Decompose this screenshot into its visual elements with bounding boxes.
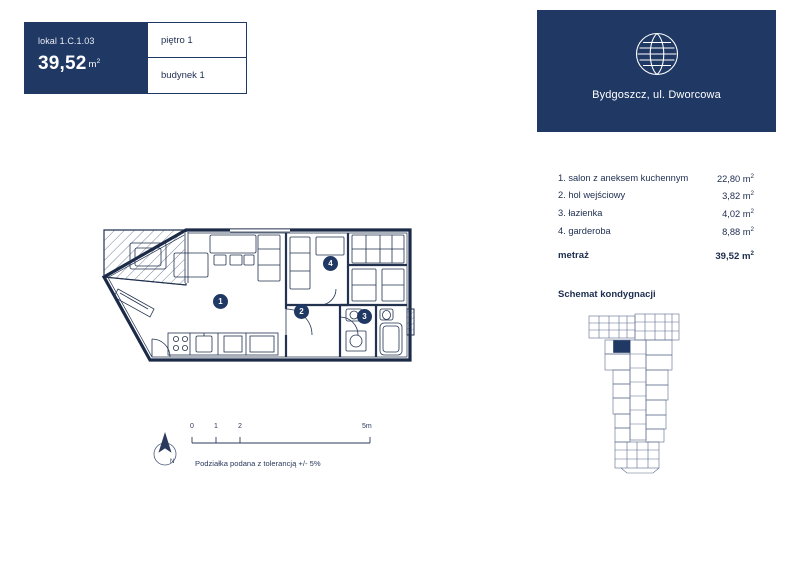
room-marker-1: 1 [213, 294, 228, 309]
room-label: 1. salon z aneksem kuchennym [558, 172, 689, 183]
unit-badge-main [24, 22, 147, 94]
floor-label: piętro 1 [161, 34, 193, 46]
striped-sphere-logo-icon [634, 31, 680, 77]
room-marker-2: 2 [294, 304, 309, 319]
scale-tick-1: 1 [214, 423, 218, 430]
room-label: 2. hol wejściowy [558, 190, 626, 201]
room-area: 3,82 $m^2$ [722, 190, 754, 202]
scale-bar [190, 425, 380, 451]
building-cell [147, 58, 247, 94]
unit-badge-side [147, 22, 247, 94]
room-row [558, 188, 754, 206]
scale-tick-2: 2 [238, 423, 242, 430]
room-area: 4,02 $m^2$ [722, 208, 754, 220]
room-list [558, 170, 754, 262]
scale-tolerance-note: Podziałka podana z tolerancją +/- 5% [195, 459, 321, 468]
room-label: 3. łazienka [558, 208, 603, 219]
apartment-floorplan [90, 205, 430, 390]
compass-north-icon [150, 430, 180, 468]
floor-cell [147, 22, 247, 58]
total-row [558, 250, 754, 262]
floor-scheme-title: Schemat kondygnacji [558, 289, 656, 300]
unit-code: lokal 1.C.1.03 [38, 36, 95, 46]
unit-badge [24, 22, 247, 94]
room-row [558, 224, 754, 242]
room-area: 8,88 $m^2$ [722, 226, 754, 238]
total-area: 39,52 $m^2$ [715, 249, 754, 262]
floor-scheme-diagram [575, 310, 700, 475]
room-label: 4. garderoba [558, 226, 611, 237]
total-label: metraż [558, 249, 589, 261]
room-marker-4: 4 [323, 256, 338, 271]
building-label: budynek 1 [161, 70, 205, 81]
room-marker-3: 3 [357, 309, 372, 324]
brand-header [537, 10, 776, 132]
room-area: 22,80 $m^2$ [716, 172, 754, 184]
scale-tick-3: 5m [362, 423, 372, 430]
unit-area [38, 53, 135, 75]
room-row [558, 206, 754, 224]
project-address: Bydgoszcz, ul. Dworcowa [592, 89, 721, 101]
svg-text:N: N [170, 459, 175, 465]
unit-area-unit: $m^2$ [88, 57, 101, 70]
room-row [558, 170, 754, 188]
scale-tick-0: 0 [190, 423, 194, 430]
unit-area-value: 39,52 [38, 53, 87, 74]
